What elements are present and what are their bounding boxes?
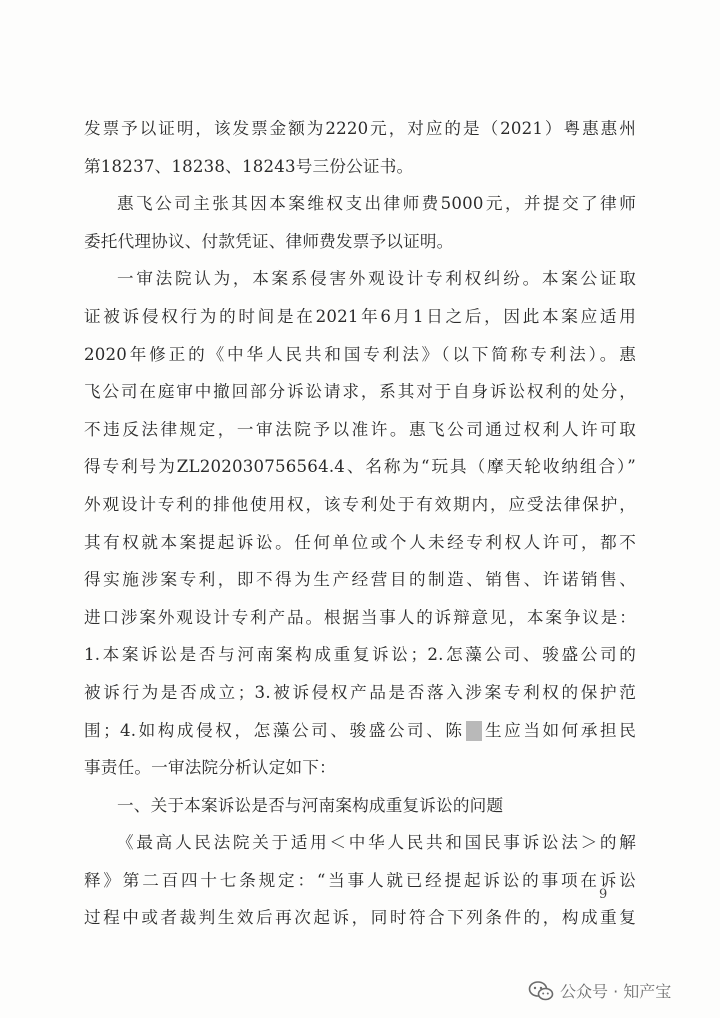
redaction-block [466,721,482,741]
page-number: 9 [599,887,608,902]
text-line: 《最高人民法院关于适用＜中华人民共和国民事诉讼法＞的解 [117,833,636,853]
text-line: 过程中或者裁判生效后再次起诉，同时符合下列条件的，构成重复 [84,908,636,928]
text-line: 2020年修正的《中华人民共和国专利法》（以下简称专利法）。惠 [84,344,636,364]
text-line: 被诉行为是否成立；3.被诉侵权产品是否落入涉案专利权的保护范 [84,682,636,702]
wechat-official-account-icon [528,980,554,1002]
text-line: 第18237、18238、18243号三份公证书。 [84,156,414,176]
text-line: 不违反法律规定，一审法院予以准许。惠飞公司通过权利人许可取 [84,419,636,439]
text-line: 委托代理协议、付款凭证、律师费发票予以证明。 [84,231,454,251]
text-line: 1.本案诉讼是否与河南案构成重复诉讼；2.怎藻公司、骏盛公司的 [84,645,636,665]
watermark [528,979,671,1002]
document-body [84,110,636,937]
text-line: 外观设计专利的排他使用权，该专利处于有效期内，应受法律保护， [84,494,636,514]
text-segment: 生应当如何承担民 [482,720,637,740]
text-line: 进口涉案外观设计专利产品。根据当事人的诉辩意见，本案争议是： [84,607,636,627]
text-line: 得专利号为ZL202030756564.4、名称为“玩具（摩天轮收纳组合）” [84,457,636,477]
text-line: 其有权就本案提起诉讼。任何单位或个人未经专利权人许可，都不 [84,532,636,552]
text-line: 释》第二百四十七条规定：“当事人就已经提起诉讼的事项在诉讼 [84,870,636,890]
text-line: 得实施涉案专利，即不得为生产经营目的制造、销售、许诺销售、 [84,570,636,590]
text-line: 一审法院认为，本案系侵害外观设计专利权纠纷。本案公证取 [117,269,636,289]
text-line: 发票予以证明，该发票金额为2220元，对应的是（2021）粤惠惠州 [84,119,636,138]
watermark-text: 公众号 · 知产宝 [560,982,672,1001]
text-segment: 围；4.如构成侵权，怎藻公司、骏盛公司、陈 [84,720,465,740]
section-heading: 一、关于本案诉讼是否与河南案构成重复诉讼的问题 [117,795,504,815]
text-line [84,712,636,750]
text-line: 惠飞公司主张其因本案维权支出律师费5000元，并提交了律师 [117,194,636,214]
text-line: 飞公司在庭审中撤回部分诉讼请求，系其对于自身诉讼权利的处分， [84,382,636,402]
text-line: 证被诉侵权行为的时间是在2021年6月1日之后，因此本案应适用 [84,306,636,326]
text-line: 事责任。一审法院分析认定如下： [84,758,336,778]
